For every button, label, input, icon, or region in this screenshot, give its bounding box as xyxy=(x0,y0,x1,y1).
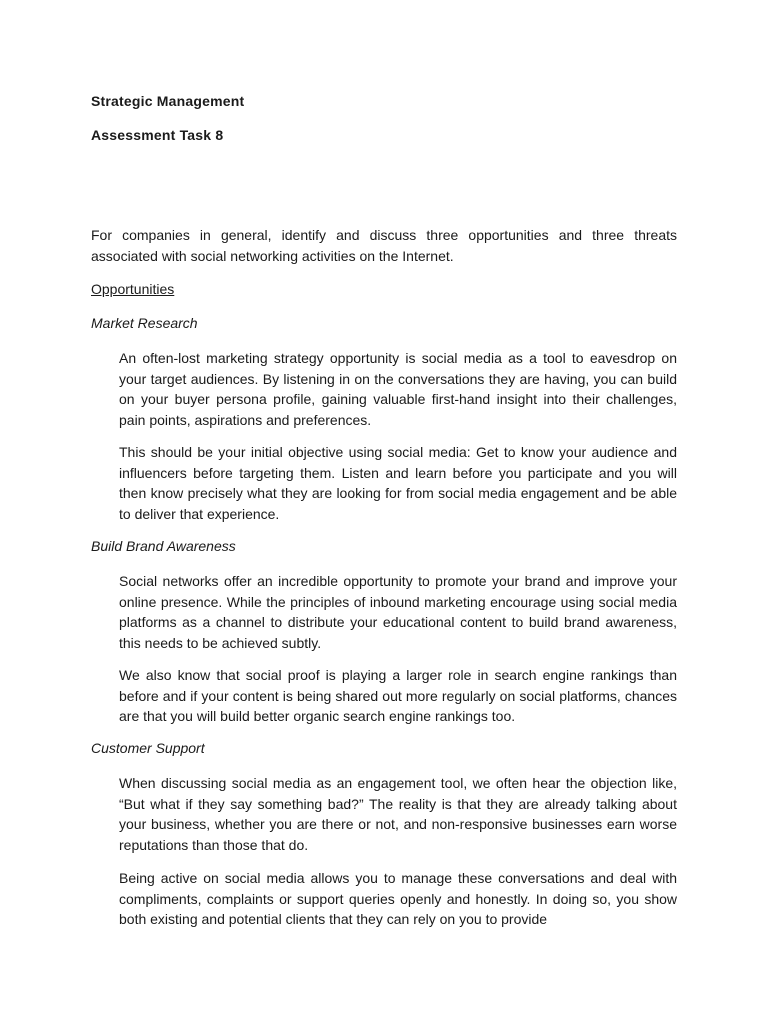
document-title: Strategic Management xyxy=(91,93,245,109)
subsection-heading-market-research: Market Research xyxy=(91,315,198,331)
subsection-heading-brand-awareness: Build Brand Awareness xyxy=(91,538,236,554)
subsection-heading-customer-support: Customer Support xyxy=(91,740,205,756)
market-research-paragraph-1: An often-lost marketing strategy opportunity is social media as a tool to eavesdrop on your target audiences. By listening in on the conversations they are having, you can build on your buyer persona profile, gaining valuable first-hand insight into their challenges, pain points, aspirations and preferences. xyxy=(119,350,677,428)
customer-support-paragraph-2: Being active on social media allows you to manage these conversations and deal with compliments, complaints or support queries openly and honestly. In doing so, you show both existing and potential clients that they can rely on you to provide xyxy=(119,870,677,927)
market-research-paragraph-2: This should be your initial objective using social media: Get to know your audience and influencers before targeting them. Listen and learn before you participate and you will then know precisely what they are looking for from social media engagement and be able to deliver that experience. xyxy=(119,444,677,522)
brand-awareness-paragraph-1: Social networks offer an incredible opportunity to promote your brand and improve your online presence. While the principles of inbound marketing encourage using social media platforms as a channel to distribute your educational content to build brand awareness, this needs to be achieved subtly. xyxy=(119,573,677,651)
customer-support-paragraph-1: When discussing social media as an engagement tool, we often hear the objection like, “But what if they say something bad?” The reality is that they are already talking about your business, whether you are there or not, and non-responsive businesses earn worse reputations than those that do. xyxy=(119,775,677,853)
intro-paragraph: For companies in general, identify and discuss three opportunities and three threats associated with social networking activities on the Internet. xyxy=(91,227,677,264)
section-heading-opportunities: Opportunities xyxy=(91,281,175,297)
brand-awareness-paragraph-2: We also know that social proof is playing a larger role in search engine rankings than before and if your content is being shared out more regularly on social platforms, chances are that you will build better organic search engine rankings too. xyxy=(119,667,677,724)
document-subtitle: Assessment Task 8 xyxy=(91,127,224,143)
